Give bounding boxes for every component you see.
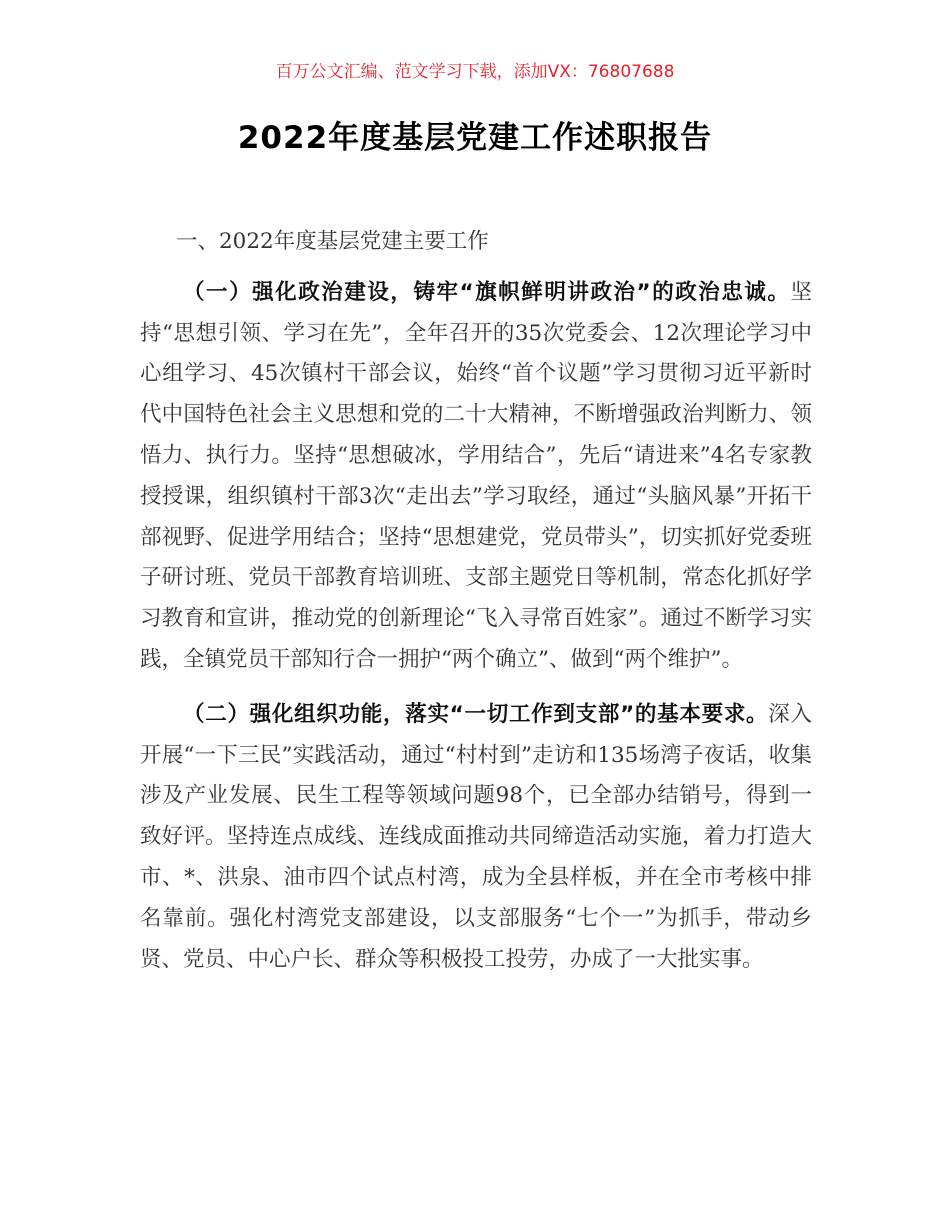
- document-body: [140, 222, 812, 980]
- section-heading: 一、2022年度基层党建主要工作: [176, 229, 489, 254]
- paragraph-political-building: [140, 273, 812, 681]
- paragraph-text: 深入开展“一下三民”实践活动，通过“村村到”走访和135场湾子夜话，收集涉及产业发展、民生工程等领域问题98个，已全部办结销号，得到一致好评。坚持连点成线、连线成面推动共同缔造活动实施，着力打造大市、*、洪泉、油市四个试点村湾，成为全县样板，并在全市考核中排名靠前。强化村湾党支部建设，以支部服务“七个一”为抓手，带动乡贤、党员、中心户长、群众等积极投工投劳，办成了一大批实事。: [140, 701, 812, 972]
- document-title: 2022年度基层党建工作述职报告: [237, 120, 713, 156]
- paragraph-text: 坚持“思想引领、学习在先”，全年召开的35次党委会、12次理论学习中心组学习、45次镇村干部会议，始终“首个议题”学习贯彻习近平新时代中国特色社会主义思想和党的二十大精神，不断增强政治判断力、领悟力、执行力。坚持“思想破冰，学用结合”，先后“请进来”4名专家教授授课，组织镇村干部3次“走出去”学习取经，通过“头脑风暴”开拓干部视野、促进学用结合；坚持“思想建党，党员带头”，切实抓好党委班子研讨班、党员干部教育培训班、支部主题党日等机制，常态化抓好学习教育和宣讲，推动党的创新理论“飞入寻常百姓家”。通过不断学习实践，全镇党员干部知行合一拥护“两个确立”、做到“两个维护”。: [140, 279, 812, 672]
- paragraph-lead: （一）强化政治建设，铸牢“旗帜鲜明讲政治”的政治忠诚。: [183, 279, 791, 305]
- paragraph-organization-function: [140, 695, 812, 981]
- watermark-banner: 百万公文汇编、范文学习下载，添加VX：76807688: [275, 62, 675, 82]
- paragraph-lead: （二）强化组织功能，落实“一切工作到支部”的基本要求。: [183, 701, 769, 727]
